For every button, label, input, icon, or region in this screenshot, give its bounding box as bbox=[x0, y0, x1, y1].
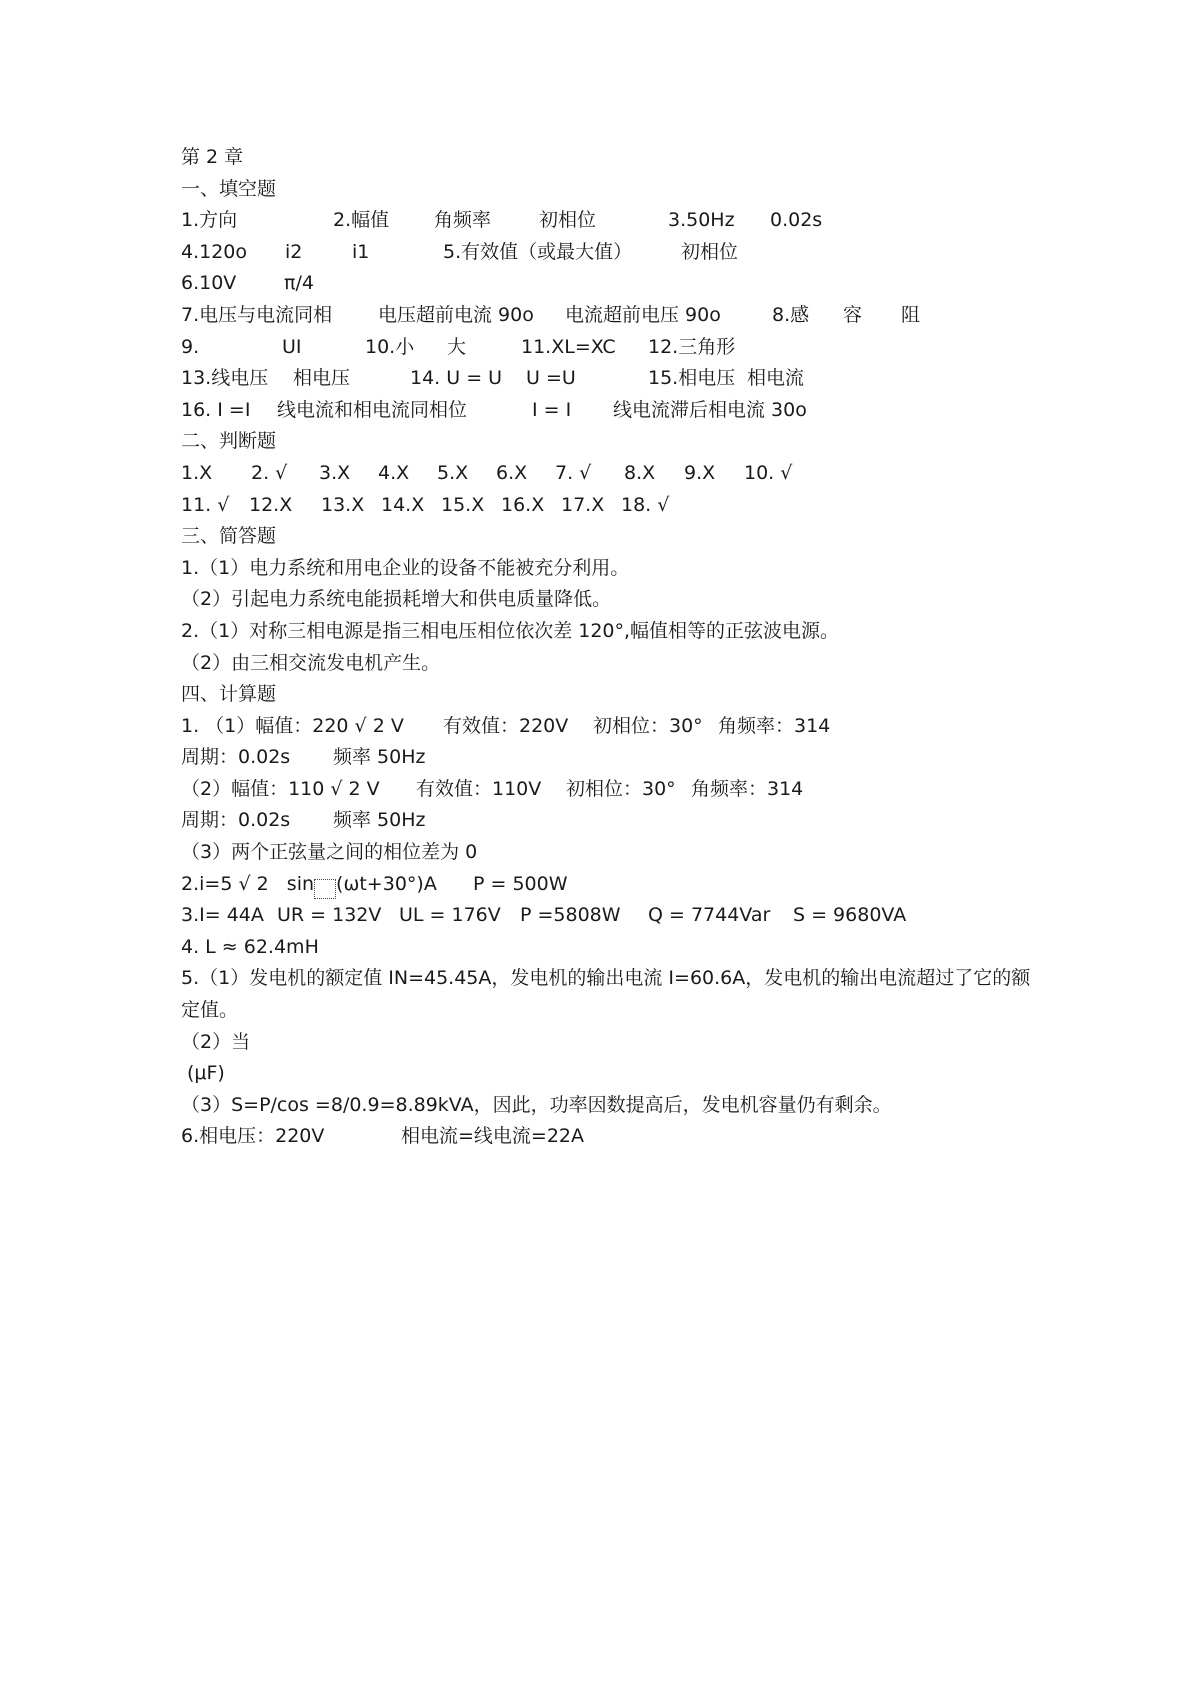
calc-line bbox=[181, 774, 1041, 806]
fill-line bbox=[181, 332, 1041, 364]
answer-item: （2）幅值：110 √ 2 V bbox=[181, 777, 380, 800]
answer-item: 15.X bbox=[441, 493, 485, 516]
answer-item: 8.感 bbox=[772, 303, 810, 326]
answer-item: 8.X bbox=[624, 461, 656, 484]
short-answer-line bbox=[181, 553, 1041, 585]
answer-item bbox=[181, 869, 437, 901]
answer-item: 11.XL=XC bbox=[521, 335, 616, 358]
answer-text: （2）引起电力系统电能损耗增大和供电质量降低。 bbox=[181, 588, 612, 611]
calc-line bbox=[181, 900, 1041, 932]
answer-item: 角频率：314 bbox=[718, 714, 831, 737]
answer-text: （3）两个正弦量之间的相位差为 0 bbox=[181, 841, 478, 864]
answer-item: 3.X bbox=[319, 461, 351, 484]
calc-line bbox=[181, 837, 1041, 869]
answer-item: 容 bbox=[843, 303, 863, 326]
answer-item: 9.X bbox=[684, 461, 716, 484]
answer-item: π/4 bbox=[284, 272, 314, 295]
calc-line bbox=[181, 932, 1041, 964]
formula-prefix: 2.i=5 √ 2 sin bbox=[181, 872, 315, 895]
answer-item: 电压超前电流 90o bbox=[378, 303, 534, 326]
answer-item: S = 9680VA bbox=[793, 904, 907, 927]
answer-item: 7.电压与电流同相 bbox=[181, 303, 333, 326]
answer-item: 4.X bbox=[378, 461, 410, 484]
answer-item: 2.幅值 bbox=[333, 209, 390, 232]
answer-item: 线电流和相电流同相位 bbox=[277, 398, 468, 421]
answer-item: 角频率 bbox=[434, 209, 492, 232]
answer-text: 2.（1）对称三相电源是指三相电压相位依次差 120°,幅值相等的正弦波电源。 bbox=[181, 619, 840, 642]
answer-item: 频率 50Hz bbox=[333, 746, 426, 769]
answer-item: 有效值：220V bbox=[443, 714, 569, 737]
answer-item: 5.有效值（或最大值） bbox=[443, 240, 633, 263]
answer-item: 周期：0.02s bbox=[181, 809, 291, 832]
answer-text: （2）由三相交流发电机产生。 bbox=[181, 651, 441, 674]
answer-item: 14.X bbox=[381, 493, 425, 516]
answer-item: 16. I =I bbox=[181, 398, 251, 421]
answer-text: （3）S=P/cos =8/0.9=8.89kVA，因此，功率因数提高后，发电机容量仍有剩余。 bbox=[181, 1093, 892, 1116]
judge-line bbox=[181, 458, 1041, 490]
calc-line bbox=[181, 742, 1041, 774]
answer-item: 大 bbox=[447, 335, 467, 358]
answer-item: 周期：0.02s bbox=[181, 746, 291, 769]
section-heading-text: 三、简答题 bbox=[181, 525, 277, 548]
calc-line bbox=[181, 805, 1041, 837]
fill-line bbox=[181, 205, 1041, 237]
section-heading-text: 四、计算题 bbox=[181, 683, 277, 706]
answer-item: UL = 176V bbox=[399, 904, 501, 927]
answer-item: 18. √ bbox=[621, 493, 670, 516]
answer-item: 初相位：30° bbox=[566, 777, 676, 800]
answer-item: Q = 7744Var bbox=[648, 904, 771, 927]
answer-text: （2）当 bbox=[181, 1030, 251, 1053]
answer-item: 13.线电压 bbox=[181, 367, 269, 390]
answer-item: 3.50Hz bbox=[668, 209, 735, 232]
fill-line bbox=[181, 268, 1041, 300]
section-heading-judge bbox=[181, 426, 1041, 458]
short-answer-line bbox=[181, 648, 1041, 680]
answer-item: 阻 bbox=[901, 303, 921, 326]
answer-item: 6.相电压：220V bbox=[181, 1125, 325, 1148]
answer-item: U =U bbox=[526, 367, 576, 390]
section-heading-calc bbox=[181, 679, 1041, 711]
answer-item: 6.10V bbox=[181, 272, 237, 295]
chapter-title bbox=[181, 142, 1041, 174]
answer-item: 1. （1）幅值：220 √ 2 V bbox=[181, 714, 404, 737]
section-heading-text: 一、填空题 bbox=[181, 177, 277, 200]
fill-line bbox=[181, 237, 1041, 269]
answer-item: 12.三角形 bbox=[648, 335, 736, 358]
answer-item: 14. U = U bbox=[410, 367, 503, 390]
answer-item: 有效值：110V bbox=[416, 777, 542, 800]
answer-item: 11. √ bbox=[181, 493, 230, 516]
answer-item: 7. √ bbox=[555, 461, 592, 484]
answer-item: 角频率：314 bbox=[691, 777, 804, 800]
answer-item: 初相位 bbox=[681, 240, 739, 263]
short-answer-line bbox=[181, 616, 1041, 648]
fill-line bbox=[181, 300, 1041, 332]
answer-item: 4.120o bbox=[181, 240, 248, 263]
short-answer-line bbox=[181, 584, 1041, 616]
calc-line bbox=[181, 1027, 1041, 1059]
answer-item: 15.相电压 bbox=[648, 367, 736, 390]
calc-line bbox=[181, 1121, 1041, 1153]
answer-text: 4. L ≈ 62.4mH bbox=[181, 935, 319, 958]
answer-item: 1.X bbox=[181, 461, 213, 484]
section-heading-text: 二、判断题 bbox=[181, 430, 277, 453]
answer-item: i1 bbox=[352, 240, 370, 263]
answer-item: UR = 132V bbox=[277, 904, 382, 927]
fill-line bbox=[181, 395, 1041, 427]
calc-line bbox=[181, 711, 1041, 743]
answer-text: (μF) bbox=[187, 1062, 225, 1085]
answer-item: 1.方向 bbox=[181, 209, 238, 232]
answer-item: P = 500W bbox=[473, 872, 568, 895]
answer-item: 0.02s bbox=[770, 209, 823, 232]
answer-item: i2 bbox=[285, 240, 303, 263]
answer-item: 3.I= 44A bbox=[181, 904, 264, 927]
answer-document bbox=[181, 142, 1041, 1153]
answer-text: 1.（1）电力系统和用电企业的设备不能被充分利用。 bbox=[181, 556, 630, 579]
fill-line bbox=[181, 363, 1041, 395]
answer-item: 相电压 bbox=[293, 367, 351, 390]
calc-line bbox=[181, 869, 1041, 901]
answer-item: 线电流滞后相电流 30o bbox=[613, 398, 807, 421]
answer-item: P =5808W bbox=[520, 904, 621, 927]
answer-item: 17.X bbox=[561, 493, 605, 516]
calc-line: 5.（1）发电机的额定值 IN=45.45A，发电机的输出电流 I=60.6A，发电机的输出电流超过了它的额定值。 bbox=[181, 967, 1031, 1022]
answer-item: 相电流 bbox=[747, 367, 805, 390]
calc-line bbox=[181, 1090, 1041, 1122]
answer-item: UI bbox=[282, 335, 302, 358]
answer-item: 2. √ bbox=[251, 461, 288, 484]
answer-item: 相电流=线电流=22A bbox=[401, 1125, 585, 1148]
formula-suffix: (ωt+30°)A bbox=[336, 872, 437, 895]
answer-item: 16.X bbox=[501, 493, 545, 516]
answer-item: 12.X bbox=[249, 493, 293, 516]
missing-symbol-icon bbox=[314, 879, 336, 899]
answer-item: 电流超前电压 90o bbox=[565, 303, 721, 326]
answer-item: 初相位 bbox=[539, 209, 597, 232]
answer-item: 5.X bbox=[437, 461, 469, 484]
answer-item: 10. √ bbox=[744, 461, 793, 484]
calc-line bbox=[181, 1058, 1041, 1090]
answer-item: 9. bbox=[181, 335, 200, 358]
answer-item: I = I bbox=[532, 398, 572, 421]
answer-item: 13.X bbox=[321, 493, 365, 516]
chapter-title-text: 第 2 章 bbox=[181, 146, 244, 168]
answer-item: 6.X bbox=[496, 461, 528, 484]
section-heading-fill bbox=[181, 174, 1041, 206]
answer-item: 初相位：30° bbox=[593, 714, 703, 737]
answer-item: 10.小 bbox=[365, 335, 415, 358]
judge-line bbox=[181, 490, 1041, 522]
section-heading-short bbox=[181, 521, 1041, 553]
answer-item: 频率 50Hz bbox=[333, 809, 426, 832]
